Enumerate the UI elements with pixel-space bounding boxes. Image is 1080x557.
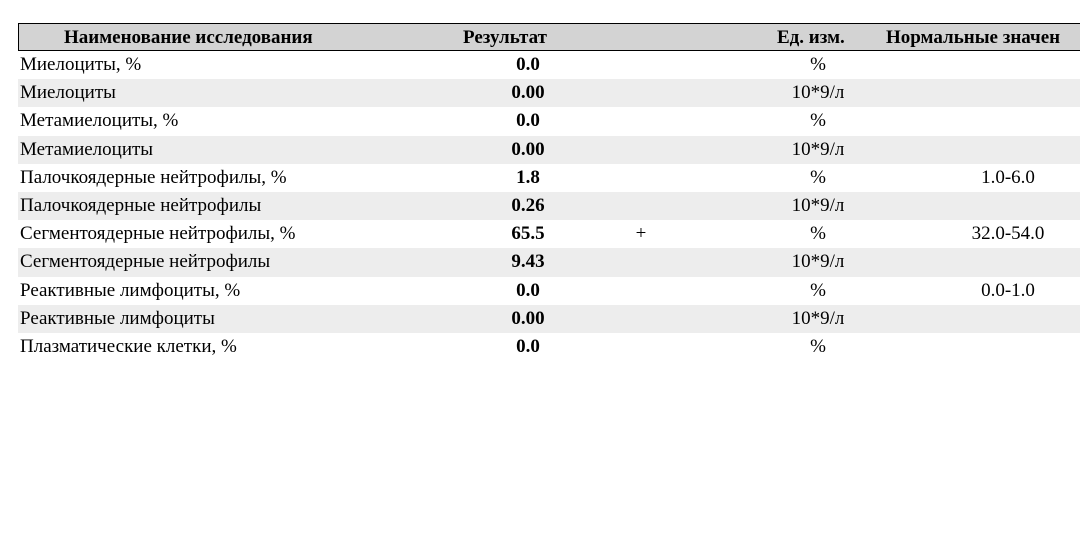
test-unit: %	[810, 110, 826, 132]
test-name: Сегментоядерные нейтрофилы, %	[20, 223, 296, 245]
test-name: Метамиелоциты	[20, 138, 154, 160]
test-unit: 10*9/л	[791, 194, 845, 216]
test-result: 65.5	[511, 223, 545, 245]
test-normal-range: 1.0-6.0	[981, 166, 1035, 188]
table-body	[18, 51, 1080, 361]
table-row	[18, 136, 1080, 164]
table-row	[18, 79, 1080, 107]
test-unit: 10*9/л	[791, 82, 845, 104]
table-row	[18, 305, 1080, 333]
table-row	[18, 248, 1080, 276]
test-unit: %	[810, 279, 826, 301]
header-result: Результат	[463, 27, 547, 48]
test-result: 0.00	[511, 82, 545, 104]
test-result: 9.43	[511, 251, 545, 273]
table-row	[18, 277, 1080, 305]
test-unit: 10*9/л	[791, 251, 845, 273]
table-row	[18, 164, 1080, 192]
table-row	[18, 333, 1080, 361]
test-result: 0.0	[516, 335, 540, 357]
test-name: Миелоциты, %	[20, 54, 142, 75]
test-name: Сегментоядерные нейтрофилы	[20, 251, 271, 273]
test-normal-range: 0.0-1.0	[981, 279, 1035, 301]
test-result: 0.26	[511, 194, 545, 216]
header-normal-values: Нормальные значен	[886, 27, 1061, 48]
table-header	[18, 23, 1080, 51]
table-row	[18, 107, 1080, 135]
test-result: 1.8	[516, 166, 540, 188]
table-row	[18, 51, 1080, 79]
test-result: 0.0	[516, 110, 540, 132]
table-row	[18, 220, 1080, 248]
test-unit: %	[810, 335, 826, 357]
test-unit: %	[810, 166, 826, 188]
test-result: 0.00	[511, 307, 545, 329]
test-name: Миелоциты	[20, 82, 116, 104]
test-unit: %	[810, 223, 826, 245]
test-normal-range: 32.0-54.0	[971, 223, 1045, 245]
test-name: Метамиелоциты, %	[20, 110, 179, 132]
test-result: 0.0	[516, 279, 540, 301]
test-name: Палочкоядерные нейтрофилы	[20, 194, 262, 216]
header-unit: Ед. изм.	[777, 27, 845, 48]
test-result: 0.00	[511, 138, 545, 160]
test-name: Плазматические клетки, %	[20, 335, 237, 357]
test-name: Палочкоядерные нейтрофилы, %	[20, 166, 287, 188]
results-table	[18, 23, 1080, 361]
test-result: 0.0	[516, 54, 540, 75]
abnormal-flag: +	[635, 223, 647, 245]
test-unit: %	[810, 54, 826, 75]
test-unit: 10*9/л	[791, 307, 845, 329]
test-name: Реактивные лимфоциты, %	[20, 279, 241, 301]
test-unit: 10*9/л	[791, 138, 845, 160]
test-name: Реактивные лимфоциты	[20, 307, 215, 329]
table-row	[18, 192, 1080, 220]
header-test-name: Наименование исследования	[64, 27, 313, 48]
